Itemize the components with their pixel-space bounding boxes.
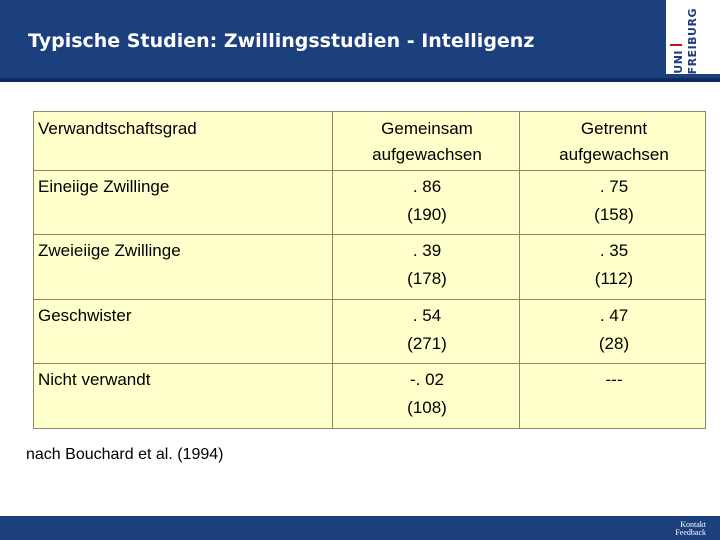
row-label: Eineiige Zwillinge: [38, 177, 170, 196]
feedback-link[interactable]: Feedback: [675, 528, 706, 537]
sample-size-apart: (112): [594, 269, 634, 288]
page-title: Typische Studien: Zwillingsstudien - Intelligenz: [28, 30, 535, 52]
university-logo: [666, 0, 720, 74]
sample-size-together: (108): [407, 398, 447, 417]
logo-text-uni: UNI: [672, 50, 685, 74]
sample-size-together: (271): [407, 334, 447, 353]
sample-size-together: (190): [407, 205, 447, 224]
correlation-together: . 54: [412, 306, 442, 325]
correlation-apart: . 75: [599, 177, 629, 196]
results-table: [33, 111, 706, 429]
table-divider: [332, 112, 333, 428]
table-divider: [34, 170, 705, 171]
footer-links[interactable]: [675, 521, 706, 537]
correlation-apart: . 35: [599, 241, 629, 260]
table-divider: [34, 363, 705, 364]
row-label: Nicht verwandt: [38, 370, 151, 389]
row-label: Geschwister: [38, 306, 132, 325]
table-divider: [519, 112, 520, 428]
sample-size-apart: (158): [594, 205, 634, 224]
footer-bar: [0, 516, 720, 540]
sample-size-apart: (28): [598, 334, 630, 353]
correlation-apart: ---: [605, 370, 623, 389]
source-citation: nach Bouchard et al. (1994): [26, 446, 224, 463]
logo-text-freiburg: FREIBURG: [686, 7, 699, 74]
correlation-apart: . 47: [599, 306, 629, 325]
table-divider: [34, 234, 705, 235]
correlation-together: . 86: [412, 177, 442, 196]
row-label: Zweieiige Zwillinge: [38, 241, 181, 260]
column-header-apart: Getrennt aufgewachsen: [559, 119, 669, 164]
column-header-relationship: Verwandtschaftsgrad: [38, 119, 197, 138]
header-bar: [0, 0, 720, 78]
header-underline: [0, 78, 720, 82]
sample-size-together: (178): [407, 269, 447, 288]
logo-accent: [670, 44, 682, 46]
contact-link[interactable]: Kontakt: [680, 520, 706, 529]
table-divider: [34, 299, 705, 300]
column-header-together: Gemeinsam aufgewachsen: [372, 119, 482, 164]
correlation-together: -. 02: [409, 370, 445, 389]
correlation-together: . 39: [412, 241, 442, 260]
